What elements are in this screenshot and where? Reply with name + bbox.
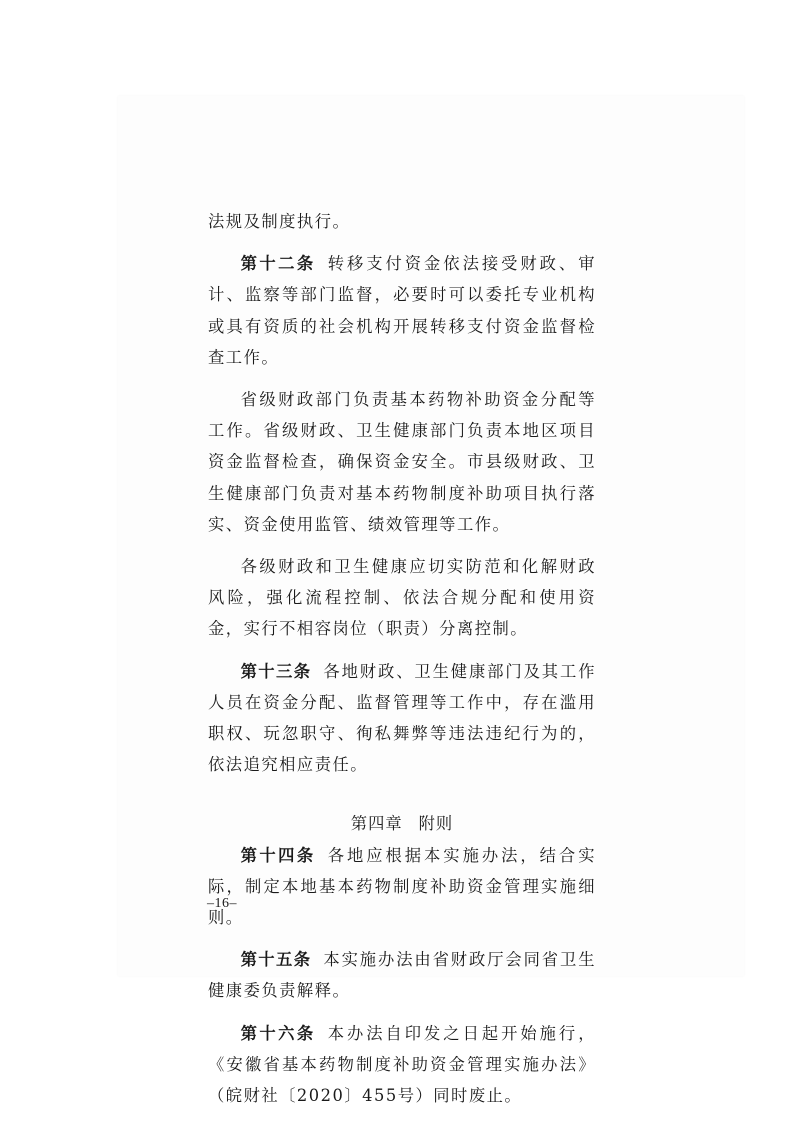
article-text: 本实施办法由省财政厅会同省卫生健康委负责解释。 [208, 950, 596, 1001]
page-number: –16– [207, 896, 237, 911]
article-text: 转移支付资金依法接受财政、审计、监察等部门监督，必要时可以委托专业机构或具有资质的社会机构开展转移支付资金监督检查工作。 [208, 254, 596, 367]
chapter-heading [208, 808, 596, 839]
article-number: 第十五条 [240, 950, 312, 970]
paragraph-risk-control: 各级财政和卫生健康应切实防范和化解财政风险，强化流程控制、依法合规分配和使用资金，实行不相容岗位（职责）分离控制。 [208, 557, 596, 639]
chapter-title: 附则 [418, 814, 454, 834]
article-text: 本办法自印发之日起开始施行，《安徽省基本药物制度补助资金管理实施办法》（皖财社〔2020〕455号）同时废止。 [208, 1023, 596, 1106]
article-number: 第十四条 [240, 845, 316, 865]
article-number: 第十三条 [240, 661, 312, 681]
chapter-number: 第四章 [350, 814, 403, 834]
paragraph-continuation: 法规及制度执行。 [208, 212, 351, 231]
paragraph-provincial-duties: 省级财政部门负责基本药物补助资金分配等工作。省级财政、卫生健康部门负责本地区项目资金监督检查，确保资金安全。市县级财政、卫生健康部门负责对基本药物制度补助项目执行落实、资金使用监管、绩效管理等工作。 [208, 390, 596, 534]
article-16 [208, 1018, 596, 1112]
article-13 [208, 656, 596, 781]
article-12 [208, 248, 596, 373]
article-text: 各地财政、卫生健康部门及其工作人员在资金分配、监督管理等工作中，存在滥用职权、玩忽职守、徇私舞弊等违法违纪行为的，依法追究相应责任。 [208, 661, 596, 775]
article-number: 第十二条 [240, 254, 316, 274]
article-14 [208, 840, 596, 934]
article-number: 第十六条 [240, 1023, 316, 1043]
document-body [208, 206, 596, 1111]
article-15 [208, 944, 596, 1006]
article-text: 各地应根据本实施办法，结合实际，制定本地基本药物制度补助资金管理实施细则。 [208, 845, 596, 928]
